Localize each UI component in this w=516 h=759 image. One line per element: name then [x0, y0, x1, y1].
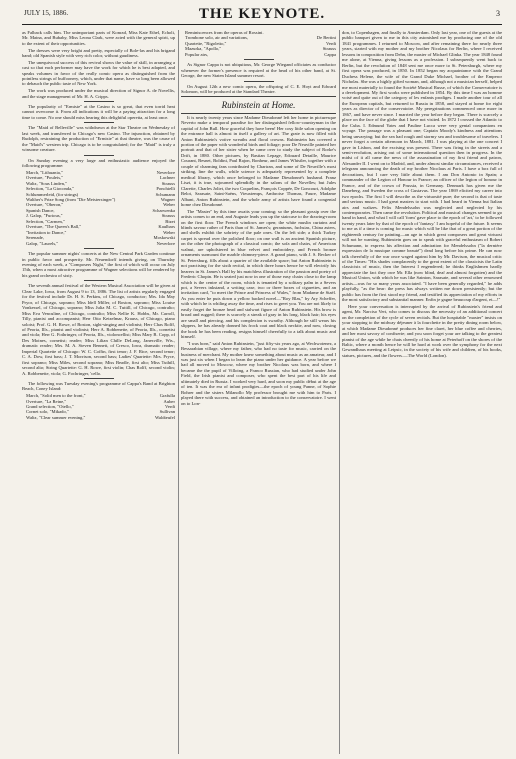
column-left — [22, 30, 175, 754]
programme-piece: J. Galop, "Furious," — [26, 213, 63, 219]
divider — [244, 81, 274, 82]
programme-composer: Strauss — [161, 180, 175, 186]
programme-piece: Mazurka, "Apollo," — [185, 46, 222, 52]
paragraph: The dresses were very bright and pretty, especially of Bole-las and his brigand band; old Spanish style with very rich color, without gaudiness. — [22, 47, 175, 58]
header-rule — [22, 24, 502, 25]
divider — [244, 59, 274, 60]
column-divider — [178, 30, 179, 754]
programme-list — [181, 30, 336, 57]
title-rule — [181, 113, 336, 114]
paragraph: The popular summer nights' concerts at the New Central Park Garden continue in public favor and prosperity. Mr. Neuendorff intends giving, on Thursday evening of each week, a "Composers Night," the first of which will occur on July 15th, when a most attractive programme of Wagner selections will be rendered by his grand orchestra of sixty. — [22, 251, 175, 278]
page-header — [24, 6, 500, 22]
programme-composer: Grafulla — [159, 393, 175, 399]
paragraph: The work was produced under the musical direction of Signor A. de Novellis, and the stage management of Mr. H. A. Cripps. — [22, 88, 175, 99]
programme-list — [22, 170, 175, 246]
programme-piece: Overture, "The Queen's Ball," — [26, 224, 82, 230]
programme-composer: Wagner — [160, 196, 175, 202]
paragraph: The unequivocal success of this revival shows the value of skill, in arranging a cast so that each performer may have the work for which he is best adapted, and speaks volumes in favor of the really comic opera as distinguished from the pointless strings of buffoonery, which, under that name, have so long been allowed to debauch the public taste of New York. — [22, 59, 175, 87]
programme-composer: Scharwenka — [152, 207, 175, 213]
paragraph: The popularity of "Ermisie" at the Casino is so great, that even torrid heat cannot overcome it. From all indications it will be a paying attraction for a long time to come. No one should miss hearing this delightful operetta, at least once. — [22, 104, 175, 120]
programme-piece: Trombone solo, air and variations, — [185, 35, 249, 41]
programme-piece: Selection, "Carmen," — [26, 218, 65, 224]
programme-composer: Moskowski — [153, 235, 175, 241]
programme-piece: Grand selection, "Otello," — [26, 404, 74, 410]
column-middle — [181, 30, 336, 754]
programme-composer: Strauss — [161, 213, 175, 219]
paragraph: Here your conversation is interrupted by the arrival of Rubinstein's friend and agent, Mr. Narciso Vert, who comes to discuss the necessity of an additional concert on the completion of the cycle of seven recitals. But the hospitable "master" insists on your stopping to the midway déjeuner à la fourchette in the pretty dining room below, at which Madame Dieudonné produces her fine claret, her blue coffee and cherries, and her most savory of confiserie; and you soon forget your are talking to the greatest pianist of the age while he chats cheerily of his home at Peterhoff on the shores of the Baltic, where a month hence he will be hard at work over the symphony for the next Gewandhaus meeting at Leipsic, in the society of his wife and children, of his books, statues, pictures, and the flowers.—The World (London). — [342, 303, 502, 358]
programme-composer: Kaulbars — [158, 224, 175, 230]
divider — [84, 280, 114, 281]
programme-piece: Serenade, — [26, 235, 44, 241]
programme-piece: March, "Lithuania," — [26, 169, 63, 175]
programme-piece: "Invitation to Dance," — [26, 229, 67, 235]
programme-composer: Weber — [163, 229, 175, 235]
programme-composer: Lachner — [159, 175, 175, 181]
column-right — [342, 30, 502, 754]
programme-piece: Cornet solo, "Mikado," — [26, 409, 69, 415]
paragraph: The seventh annual festival of the Western Musical Association will be given at Clear Lake, Iowa, from August 9 to 13, 1886. The list of artists regularly engaged for the festival include Dr. H. S. Perkins, of Chicago, conductor; Mrs. Ida May Pryor, of Chicago, soprano; Miss Idell Miller, of Boston, soprano; Miss Louise Vonkessel, of Chicago, soprano; Miss Julia M. C. Tuttill, of Chicago, contralto; Miss Eva Venculine, of Chicago, contralto; Miss Nellie K. Hobbs, Mr. Carroll, Tilly, pianist and accompanist; Herr Otto Ketzelmar, Krauss, of Chicago, piano soloist; Prof. G. H. Rowe, of Boston, sight-singing and violinist; Herr Chas Rolff, of Peoria, Ills., pianist and violinist; Herr A. Robbenette, of Peoria, Ills., cornetist and viola; Herr G. Fothringer, of Peoria, Ills., violoncellist; Miss Mary B. Copp, of Des Moines, cornetist; reader; Miss Lilian Chille DeLong, Janesville, Wis., dramatic reader; Mrs. M. A. Steven Bennett, of Cresco, Iowa, dramatic reader; Imperial Quartette of Chicago: W. C. Coffin, first tenor; J. F. Rice, second tenor; C. A. Dow, first bass; J. T. Morrison, second bass; Ladies' Quartette: Mrs. Pryce, first soprano; Miss Miles, second soprano; Miss Beadle, first alto; Miss Tuthill, second alto; String Quartette: G. H. Rowe, first violin; Chas Rolff, second violin; A. Robbenette, viola; G. Fochringer, 'cello. — [22, 283, 175, 376]
paragraph: The "Maid of Belleville" was withdrawn at the Star Theatre on Wednesday of last week, and transferred to Chicago's new Casino. The injunction, obtained by Rudolph, restraining the production of "Ermisie" at that theatre, was the cause of the "Maid's" western trip. Chicago is to be congratulated; for the "Maid" is truly a winsome creature. — [22, 125, 175, 153]
divider — [84, 122, 114, 123]
programme-piece: Walther's Prize Song (from "Die Meistersinger") — [26, 196, 116, 202]
programme-composer: Weber — [163, 202, 175, 208]
programme-piece: Quartette, "Rigoletto," — [185, 40, 227, 46]
paragraph: As Signor Cappa is not ubiquitous, Mr. George Wiegand officiates as conductor whenever the former's presence is required at the head of his other band, at St. George, the new Staten Island summer resort. — [181, 62, 336, 79]
column-divider — [339, 30, 340, 754]
programme-piece: March, "Solid men to the front," — [26, 393, 86, 399]
programme-composer: Verdi — [326, 40, 336, 46]
programme-piece: Reminiscences from the operas of Rossini. — [185, 30, 264, 35]
programme-piece: Selection, "La Gioconda," — [26, 186, 75, 192]
programme-composer: Bizet — [165, 218, 175, 224]
paragraph: On Sunday evening a very large and enthusiastic audience enjoyed the following programme: — [22, 157, 175, 169]
divider — [84, 248, 114, 249]
divider — [84, 155, 114, 156]
programme-piece: Overture, "La Reine," — [26, 398, 67, 404]
programme-piece: Popular airs, — [185, 51, 209, 57]
page-number: 3 — [496, 9, 500, 18]
programme-composer: Sullivan — [159, 409, 175, 415]
programme-piece: Waltz, "Clear summer evening," — [26, 414, 86, 420]
divider — [84, 101, 114, 102]
paragraph: "I was born," said Anton Rubinstein, "just fifty-six years ago, at Wechwotenez, a Bessarabian village, where my father, who had no taste for music, carried on the business of merchant. My mother knew something about music as an amateur, and I was just six when I began to learn the piano under her guidance. A year before we had all moved to Moscow, where my brother Nicolaus was born, and where I became the the pupil of Villoing, a Franco Russian, who had studied under John Field, the Irish pianist and composer, who spent the best part of his life and ultimately died in Russia. I worked very hard, and soon my public début at the age of ten. It was the era of infant prodigies—the epoch of young Panne, of Sophie Bohrer and the sisters Milanollo My professor brought me with him to Paris. I played there with success, and obtained an introduction to the conservatoire. I went on to Lon- — [181, 340, 336, 406]
issue-date: JULY 15, 1886. — [24, 9, 69, 17]
programme-piece: Spanish Dance, — [26, 207, 55, 213]
programme-piece: Schlummerleid, (for strings) — [26, 191, 79, 197]
paragraph: The following was Tuesday evening's programme of Cappa's Band at Brighton Beach, Coney Island: — [22, 381, 175, 392]
programme-list — [22, 393, 175, 420]
programme-composer: Ponchielli — [156, 186, 175, 192]
programme-item — [22, 415, 175, 420]
title-rule — [181, 96, 336, 97]
paragraph: On August 12th a new comic opera, the offspring of C. E. Hoyt and Edward Solomon, will be produced at the Standard Theatre. — [181, 83, 336, 95]
programme-composer: Schumann — [155, 191, 175, 197]
programme-composer: Verdi — [165, 404, 175, 410]
programme-item — [22, 241, 175, 246]
paragraph: as Falback calls him. The unimportant parts of Konrad, Miss Kate Ethel, Echoli, Mr. Maina, and Bubaby, Miss Leona Clark, were acted with the general spirit, up to the extent of their opportunities. — [22, 30, 175, 46]
masthead: THE KEYNOTE. — [198, 6, 326, 22]
programme-piece: Galop, "Laurels," — [26, 240, 59, 246]
programme-composer: Waldteufel — [154, 414, 175, 420]
programme-composer: Cappa — [324, 51, 336, 57]
programme-composer: De Bertini — [316, 35, 336, 41]
programme-composer: Auber — [163, 398, 175, 404]
programme-composer: Neverlore — [156, 169, 175, 175]
paragraph: The "Master" by this time awaits your coming; so the pleasant gossip over the artists comes to an end, and Auguste leads you up the staircase to the drawing-room on the first floor. The French windows are open; the white muslin curtains and blinds savour rather of Paris than of St. James's; geraniums, fuchsias, China asters, and shells exhibit the sobriety of the pale ones. On the left side; a thick Turkey carpet is spread over the polished floor; on one wall is an ancient Spanish picture, on the other the photograph of a classical comic; the sofa and chairs, of American walnut, are upholstered in blue velvet and embroidery, and French bronze ornaments surmount the marble chimney-piece. A grand piano, with J. S. Becker of St. Petersburg, fills about a quarter of the available space; but Anton Rubinstein is not practising for the sixth recital, in which three hours hence he will electrify his hearers in St. James's Hall by his matchless illustration of the passion and poetry of Frederic Chopin. He is seated just now in one of those easy chairs close to the lamp which is the centre of the room, which is tenanted by a solitary palm in a Severs pot, a Severs inkstand, a writing case, two or three boxes of cigarettes, and an invitation card, "to meet the Prince and Princess of Wales," from Madame de Staël. As you enter he puts down a yellow backed novel—"Roy Blas," by Ary Scheffer, with which he is whiling away the time, and rises to greet you. You are not likely to easily forget the bronze head and stalwart figure of Anton Rubinstein. His brow is broad and rugged; there is scarcely a streak of gray in his long, black hair; his eyes are small and piercing, and his complexion is swarthy. Although he still wears his slippers, he has already donned his frock coat and black necktie, and now, closing the book he has been reading, resigns himself cheerfully to a talk about music and himself. — [181, 208, 336, 340]
programme-composer: Neverlore — [156, 240, 175, 246]
paragraph: It is nearly twenty years since Madame Dieudonné left her home in picturesque Neverto make a temporal paradise for her distinguished fellow-countryman in the capital of John Bull. How graceful they have been! Her cosy little salon opening on the entrance hall is almost in itself a gallery of art. The grate is now filled with Anton Rubinstein's votive wreaths and floral crowns. Rubinstein has covered a portion of the paper with wonderful birds and foliage; poor De Neuville painted her portrait and that of her sister when he came over to study the subject of Rorke's Drift, in 1880. Other pictures, by Bastian Lepage, Edouard Detaille, Maurice Courant, Besnet, Boldini, Paul Rajon, Bonheur, and James Whistler, together with a couple of charming fans contributed by Chartran, and some of De Neuville's most striking, line the walls, while science is adequately represented by a complete medical library, which once belonged to Madame Dieudonné's husband. Franz Liszt, it is true, sojourned splendidly in the salons of the Novelles; but Jules Claretie, Charles Joliet, the two Coquelins, François Coppée, De Goncourt, Adolphe Belot, Sarasate, Saint-Saëns, Vieuxtemps, Ambroise Thomas, Faure, Madame Albani, Anton Rubinstein, and the whole army of artists have found a congenial home chez Dieudonné. — [181, 114, 336, 207]
programme-piece: Overture, "Pouleis," — [26, 175, 64, 181]
article-title: Rubinstein at Home. — [221, 99, 296, 110]
divider — [84, 378, 114, 379]
paragraph: don, to Copenhagen, and finally to Amsterdam. Only last year, one of the guests at the public banquet given to me in this city astonished me by producing one of the old 1841 programmes. I returned to Moscow, and after remaining there for nearly three years, started with my mother and my brother Nicolaus for Berlin, where I received lessons in composition from Dehn, the master of Michael Glinka. The year 1848 found me alone, at Vienna, giving lessons as a profession. I subsequently went back to Berlin, but the revolution of 1848 sent me once more to St. Petersburgh, where my first opera was produced, in 1850. In 1852 began my acquaintance with the Grand Duchess Helene, the wife of the Grand Duke Michael, brother of the Emperor Nicholas. She was a highly gifted woman, and, although not a musician herself, helped me most materially to found the Société Musical Russe, of which the Conservatoire is a development. My first works were published in 1854. By this time I was an homme voisé and quite out of the category of les enfants prodiges. I made another tour of all the European capitals, but returned to Russia in 1858, and stayed at home for eight years as director of the conservatoire. My peregrinations commenced once more in 1867, and have never since. I married the year before they began. There is scarcely a place on the face of the globe that I have not visited. In 1872 I crossed the Atlantic to the Cuba. I. Edmund Yates and Pauline Lucca were very genial companions en voyage. The passage was a pleasant one; Captain Moody's kindness and attentions being unvarying; but the sea had rough and stormy sea and troublesome of travelers. I never forget a certain afternoon in March, 1881. I was playing at the one concert I gave in Lisbon, and the excising was present. There was firing in the streets and a semi-revolution, arising out of some international question then in progress. In the midst of it all came the news of the assassination of my first friend and patron, Alexander II. I went on to Madrid, and, under almost similar circumstances, received a telegram announcing the death of my brother Nicolaus at Paris. I have a box full of decorations, but I care very little about them. I am Don Antonio in Spain; a commander of the Legion of Honour in France; an officer of the legion of honour in France, and of the crown of Prussia, in Germany. Denmark has given me the Daneberg, and Sweden the cross of Gustavus. The year 1869 elicited my career into two epochs. The first I will describe as the virtuosité pure; the second is that of taste and serious music. I had great masters to start with. I had heard in Vienna but Italian airs and waltzes. Felix Mendelssohn was neglected and neglected by his contemporaries. Then came the revolution. Political and musical changes seemed to go hand in hand, and what I will call 'form' gave place to the epoch of 'art,' to be followed twenty years later by that of the epoch of 'fantasy.' I am hopeful of the future. It seems to me as if a time is coming for music which will be like that of a great portion of the eighteenth century for painting—an age in which great composers and great virtuosi will not be wanting. Rubinstein goes on to speak with graceful enthusiasm of Robert Schumann, to express his affection and admiration for Mendelssohn ("la dernière expression de la musique comme beauté") dead long before his prime. He can now talk cheerfully of the war once waged against him by Mr. Davison, the musical critic of the Times: "His shades complacently to the great extent of the classicists the Latin classicists of music, then the Interest I engendered; he thinks Englishmen hardly appreciate the fact they owe Mr. Ella (now blind, deaf and almost forgotten) and the Musical Union, with which he was like Sainton, Sarasate, and several other renowned artists—was for so many years associated. "I have been generally regarded," he adds playfully, "as the bear: the press has always written me down persistently; but the public has from the first stood my friend, and testified its appreciation of my efforts in the most satisfactory and substantial manner. Enfin je gagne beaucoup d'argent, et—!" — [342, 30, 502, 303]
programme-piece: Overture, "Oberon," — [26, 202, 64, 208]
programme-composer: Strauss — [322, 46, 336, 52]
programme-piece: Waltz, "Sous Linden," — [26, 180, 67, 186]
programme-item — [181, 52, 336, 57]
